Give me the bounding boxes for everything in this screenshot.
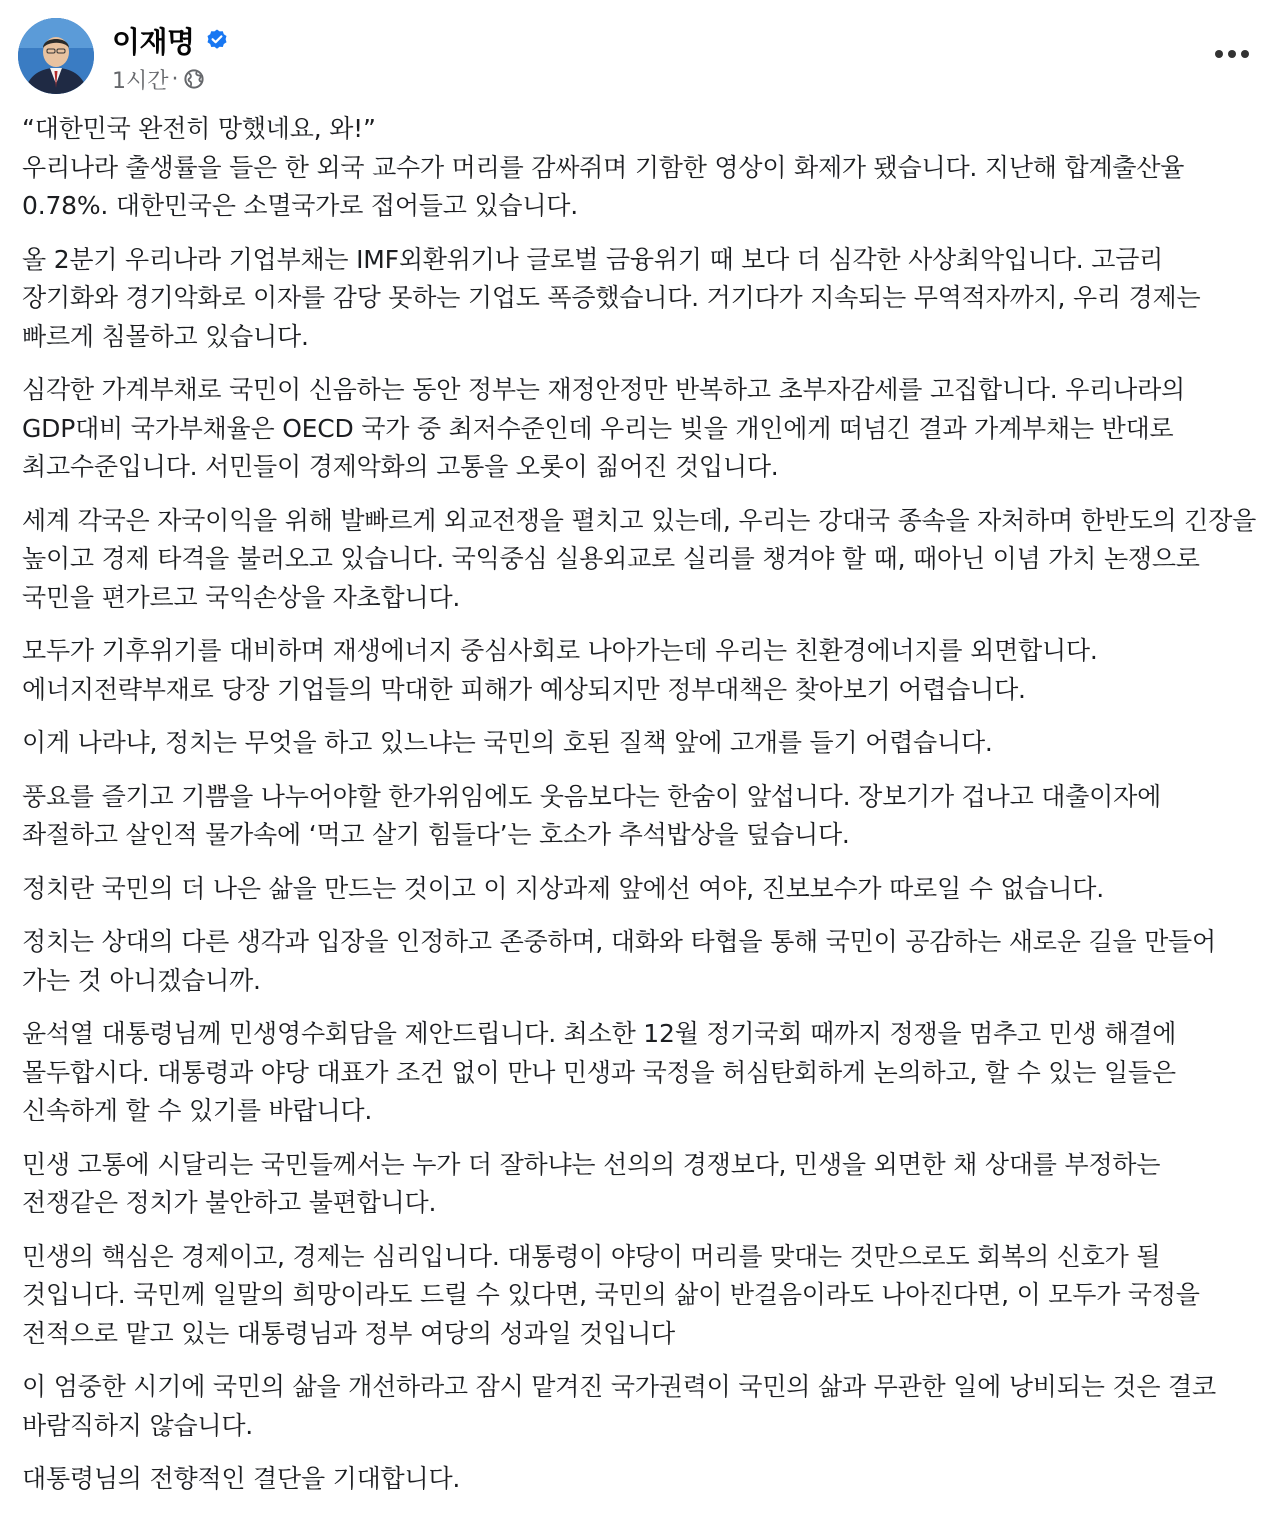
post-paragraph: 정치란 국민의 더 나은 삶을 만드는 것이고 이 지상과제 앞에선 여야, 진보보수가 따로일 수 없습니다.: [22, 873, 1104, 903]
post-paragraph: 모두가 기후위기를 대비하며 재생에너지 중심사회로 나아가는데 우리는 친환경에너지를 외면합니다. 에너지전략부재로 당장 기업들의 막대한 피해가 예상되지만 정부대책은 찾아보기 어렵습니다.: [22, 636, 1106, 704]
avatar-portrait-icon: [18, 18, 94, 94]
post-paragraph: 이 엄중한 시기에 국민의 삶을 개선하라고 잠시 맡겨진 국가권력이 국민의 삶과 무관한 일에 낭비되는 것은 결코 바람직하지 않습니다.: [22, 1372, 1224, 1440]
post-paragraph: 심각한 가계부채로 국민이 신음하는 동안 정부는 재정안정만 반복하고 초부자감세를 고집합니다. 우리나라의 GDP대비 국가부채율은 OECD 국가 중 최저수준인데 우리는 빚을 개인에게 떠넘긴 결과 가계부채는 반대로 최고수준입니다. 서민들이 경제악화의 고통을 오롯이 짊어진 것입니다.: [22, 375, 1193, 481]
author-block: [112, 20, 229, 96]
post-paragraph: 우리나라 출생률을 들은 한 외국 교수가 머리를 감싸쥐며 기함한 영상이 화제가 됐습니다. 지난해 합계출산율 0.78%. 대한민국은 소멸국가로 접어들고 있습니다.: [22, 152, 1193, 220]
post-body: [22, 110, 1264, 1514]
more-options-icon: [1214, 49, 1250, 59]
post-paragraph: 민생의 핵심은 경제이고, 경제는 심리입니다. 대통령이 야당이 머리를 맞대는 것만으로도 회복의 신호가 될 것입니다. 국민께 일말의 희망이라도 드릴 수 있다면, 국민의 삶이 반걸음이라도 나아진다면, 이 모두가 국정을 전적으로 맡고 있는 대통령님과 정부 여당의 성과일 것입니다: [22, 1241, 1208, 1348]
post-paragraph: 풍요를 즐기고 기쁨을 나누어야할 한가위임에도 웃음보다는 한숨이 앞섭니다. 장보기가 겁나고 대출이자에 좌절하고 살인적 물가속에 ‘먹고 살기 힘들다’는 호소가 추석밥상을 덮습니다.: [22, 781, 1169, 849]
post-paragraph: 올 2분기 우리나라 기업부채는 IMF외환위기나 글로벌 금융위기 때 보다 더 심각한 사상최악입니다. 고금리 장기화와 경기악화로 이자를 감당 못하는 기업도 폭증했습니다. 거기다가 지속되는 무역적자까지, 우리 경제는 빠르게 침몰하고 있습니다.: [22, 244, 1209, 351]
globe-icon[interactable]: [183, 68, 205, 90]
verified-badge-icon: [205, 28, 229, 52]
meta-separator: ·: [171, 66, 179, 92]
post-paragraph: 대통령님의 전향적인 결단을 기대합니다.: [22, 1464, 461, 1493]
author-avatar[interactable]: [18, 18, 94, 94]
post-paragraph: “대한민국 완전히 망했네요, 와!”: [22, 114, 376, 143]
post-paragraph: 이게 나라냐, 정치는 무엇을 하고 있느냐는 국민의 호된 질책 앞에 고개를 들기 어렵습니다.: [22, 728, 993, 757]
post-timestamp[interactable]: 1시간: [112, 68, 169, 94]
post-paragraph: 정치는 상대의 다른 생각과 입장을 인정하고 존중하며, 대화와 타협을 통해 국민이 공감하는 새로운 길을 만들어 가는 것 아니겠습니까.: [22, 927, 1224, 995]
post-header: [18, 18, 1262, 102]
post-paragraph: 세계 각국은 자국이익을 위해 발빠르게 외교전쟁을 펼치고 있는데, 우리는 강대국 종속을 자처하며 한반도의 긴장을 높이고 경제 타격을 불러오고 있습니다. 국익중심 실용외교로 실리를 챙겨야 할 때, 때아닌 이념 가치 논쟁으로 국민을 편가르고 국익손상을 자초합니다.: [22, 505, 1264, 612]
post-paragraph: 민생 고통에 시달리는 국민들께서는 누가 더 잘하냐는 선의의 경쟁보다, 민생을 외면한 채 상대를 부정하는 전쟁같은 정치가 불안하고 불편합니다.: [22, 1149, 1169, 1217]
author-row: [112, 20, 229, 60]
post-meta: [112, 62, 229, 96]
more-options-button[interactable]: [1210, 38, 1254, 70]
author-name[interactable]: 이재명: [112, 24, 195, 59]
post-paragraph: 윤석열 대통령님께 민생영수회담을 제안드립니다. 최소한 12월 정기국회 때까지 정쟁을 멈추고 민생 해결에 몰두합시다. 대통령과 야당 대표가 조건 없이 만나 민생과 국정을 허심탄회하게 논의하고, 할 수 있는 일들은 신속하게 할 수 있기를 바랍니다.: [22, 1019, 1184, 1125]
